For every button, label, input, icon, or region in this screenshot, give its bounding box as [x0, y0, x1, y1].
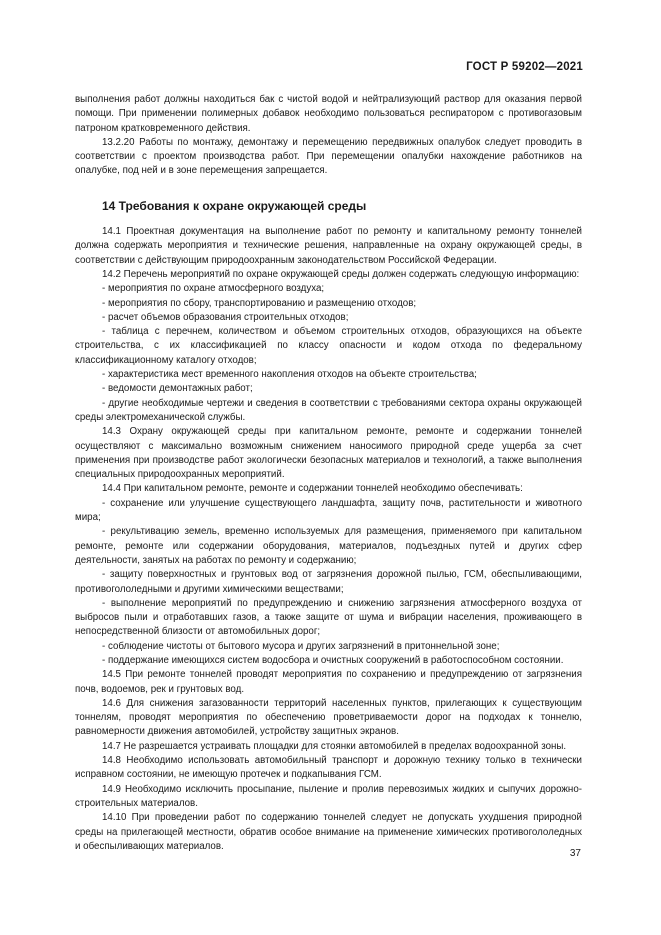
- body-paragraph: 14.6 Для снижения загазованности территорий населенных пунктов, прилегающих к существующим тоннелям, проводят мероприятия по обеспечению проветриваемости дорог на подходах к тоннелю, равномерности движения автомобилей, устройству защитных экранов.: [75, 697, 582, 738]
- document-id-header: ГОСТ Р 59202—2021: [466, 61, 583, 73]
- body-paragraph: 14.3 Охрану окружающей среды при капитальном ремонте, ремонте и содержании тоннелей осуществляют с максимально возможным снижением наносимого природной среде ущерба за счет применения при производстве работ экологически безопасных материалов и технологий, а также выполнения специальных природоохранных мероприятий.: [75, 426, 582, 481]
- list-item: - защиту поверхностных и грунтовых вод от загрязнения дорожной пылью, ГСМ, обеспыливающими, противогололедными и другими химическими веществами;: [75, 569, 582, 595]
- body-paragraph: 14.9 Необходимо исключить просыпание, пыление и пролив перевозимых жидких и сыпучих дорожно-строительных материалов.: [75, 783, 582, 809]
- body-paragraph: 14.1 Проектная документация на выполнение работ по ремонту и капитальному ремонту тоннелей должна содержать мероприятия и технические решения, направленные на охрану окружающей среды, в соответствии с действующим природоохранным законодательством Российской Федерации.: [75, 226, 582, 266]
- list-item: - таблица с перечнем, количеством и объемом строительных отходов, образующихся на объекте строительства, с их классификацией по классу опасности и кодом отхода по федеральному классификационному каталогу отходов;: [75, 326, 582, 366]
- body-paragraph: 14.2 Перечень мероприятий по охране окружающей среды должен содержать следующую информацию:: [102, 268, 580, 280]
- list-item: - рекультивацию земель, временно используемых для размещения, применяемого при капитальном ремонте, ремонте или содержании оборудования, материалов, подъездных путей и других сфер деятельности, занятых на работах по ремонту и содержанию;: [75, 526, 582, 566]
- section-heading: 14 Требования к охране окружающей среды: [102, 198, 367, 213]
- list-item: - мероприятия по сбору, транспортированию и размещению отходов;: [102, 297, 417, 309]
- list-item: - поддержание имеющихся систем водосбора и очистных сооружений в работоспособном состоянии.: [102, 654, 564, 666]
- list-item: - ведомости демонтажных работ;: [102, 383, 253, 395]
- document-body: [75, 93, 582, 854]
- intro-paragraph: выполнения работ должны находиться бак с чистой водой и нейтрализующий раствор для оказания первой помощи. При применении полимерных добавок необходимо пользоваться респиратором с противогазовым патроном кратковременного действия.: [75, 94, 582, 134]
- intro-paragraph: 13.2.20 Работы по монтажу, демонтажу и перемещению передвижных опалубок следует проводить в соответствии с проектом производства работ. При перемещении опалубки нахождение работников на опалубке, под ней и в зоне перемещения запрещается.: [75, 136, 582, 177]
- section-body: [75, 225, 582, 854]
- list-item: - расчет объемов образования строительных отходов;: [102, 311, 349, 323]
- body-paragraph: 14.10 При проведении работ по содержанию тоннелей следует не допускать ухудшения природной среды на прилегающей местности, обратив особое внимание на применение химических противогололедных и обеспыливающих материалов.: [75, 812, 582, 852]
- list-item: - характеристика мест временного накопления отходов на объекте строительства;: [102, 369, 477, 381]
- list-item: - другие необходимые чертежи и сведения в соответствии с требованиями сектора охраны окружающей среды электромеханической службы.: [75, 397, 582, 423]
- list-item: - сохранение или улучшение существующего ландшафта, защиту почв, растительности и животного мира;: [75, 497, 582, 524]
- body-paragraph: 14.7 Не разрешается устраивать площадки для стоянки автомобилей в пределах водоохранной зоны.: [102, 740, 567, 752]
- body-paragraph: 14.5 При ремонте тоннелей проводят мероприятия по сохранению и предупреждению от загрязнения почв, водоемов, рек и грунтовых вод.: [75, 669, 582, 695]
- body-paragraph: 14.8 Необходимо использовать автомобильный транспорт и дорожную технику только в технически исправном состоянии, не имеющую протечек и подкапывания ГСМ.: [75, 755, 582, 781]
- list-item: - соблюдение чистоты от бытового мусора и других загрязнений в притоннельной зоне;: [102, 640, 500, 652]
- list-item: - выполнение мероприятий по предупреждению и снижению загрязнения атмосферного воздуха от выбросов пыли и отработавших газов, а также защите от шума и вибрации населения, проживающего в непосредственной близости от автомобильных дорог;: [75, 597, 582, 638]
- body-paragraph: 14.4 При капитальном ремонте, ремонте и содержании тоннелей необходимо обеспечивать:: [102, 483, 523, 495]
- page-number: 37: [569, 848, 581, 859]
- list-item: - мероприятия по охране атмосферного воздуха;: [102, 283, 325, 295]
